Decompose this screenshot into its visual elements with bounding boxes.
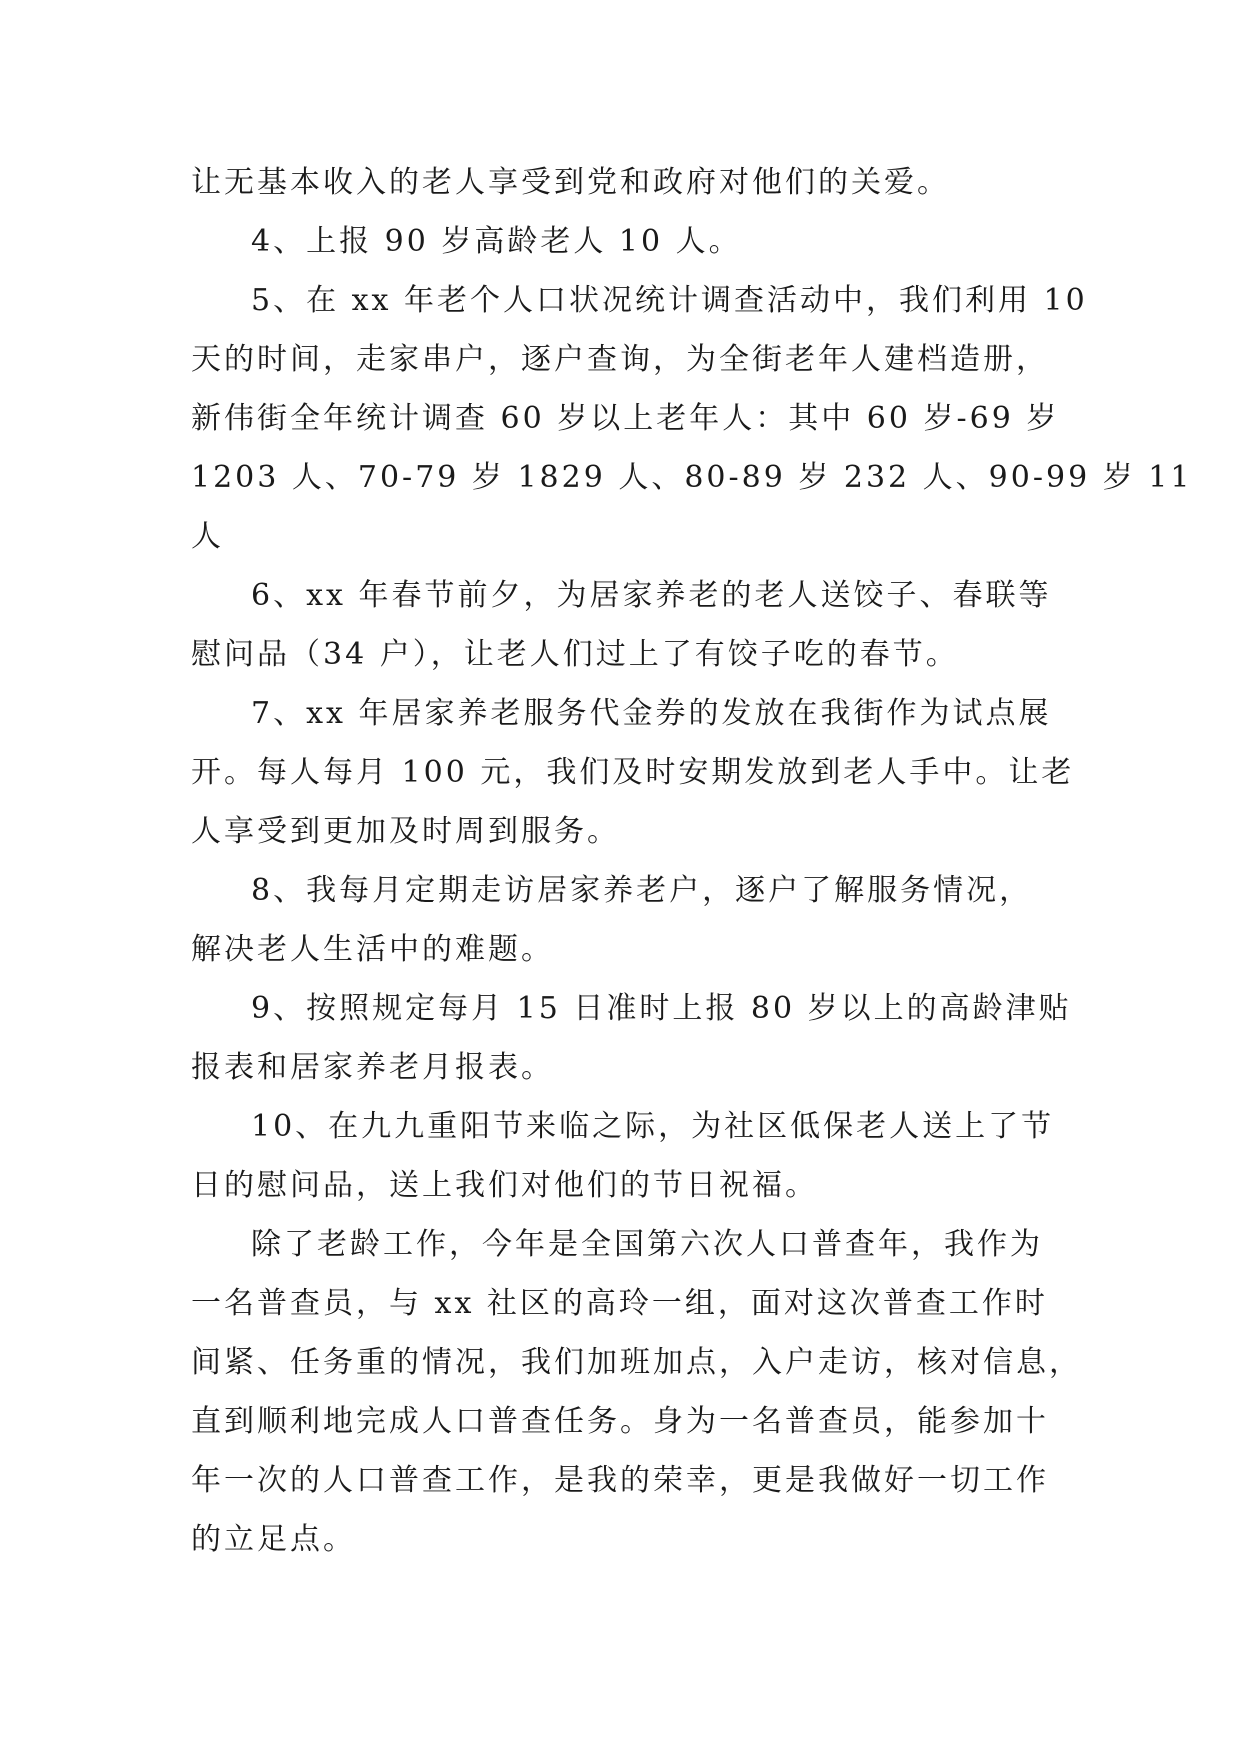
text-line: 6、xx 年春节前夕，为居家养老的老人送饺子、春联等: [251, 578, 1052, 613]
text-line: 直到顺利地完成人口普查任务。身为一名普查员，能参加十: [191, 1404, 1049, 1439]
text-line: 天的时间，走家串户，逐户查询，为全街老年人建档造册，: [191, 342, 1049, 377]
text-line: 7、xx 年居家养老服务代金券的发放在我街作为试点展: [251, 696, 1052, 731]
text-line: 人享受到更加及时周到服务。: [191, 814, 620, 849]
text-line: 除了老龄工作，今年是全国第六次人口普查年，我作为: [251, 1227, 1043, 1262]
text-line: 让无基本收入的老人享受到党和政府对他们的关爱。: [191, 165, 950, 200]
text-line: 的立足点。: [191, 1522, 356, 1557]
document-body: [191, 153, 1193, 1569]
text-line: 间紧、任务重的情况，我们加班加点，入户走访，核对信息，: [191, 1345, 1082, 1380]
text-line: 5、在 xx 年老个人口状况统计调查活动中，我们利用 10: [251, 283, 1088, 318]
text-line: 新伟街全年统计调查 60 岁以上老年人：其中 60 岁-69 岁: [191, 401, 1060, 436]
text-line: 人: [191, 519, 224, 554]
text-line: 10、在九九重阳节来临之际，为社区低保老人送上了节: [251, 1109, 1055, 1144]
text-line: 年一次的人口普查工作，是我的荣幸，更是我做好一切工作: [191, 1463, 1049, 1498]
text-line: 8、我每月定期走访居家养老户，逐户了解服务情况，: [251, 873, 1033, 908]
text-line: 报表和居家养老月报表。: [191, 1050, 554, 1085]
text-line: 1203 人、70-79 岁 1829 人、80-89 岁 232 人、90-99 岁 11: [191, 460, 1193, 495]
text-line: 日的慰问品，送上我们对他们的节日祝福。: [191, 1168, 818, 1203]
text-line: 开。每人每月 100 元，我们及时安期发放到老人手中。让老: [191, 755, 1075, 790]
text-line: 慰问品（34 户），让老人们过上了有饺子吃的春节。: [191, 637, 959, 672]
text-line: 4、上报 90 岁高龄老人 10 人。: [251, 224, 742, 259]
text-line: 9、按照规定每月 15 日准时上报 80 岁以上的高龄津贴: [251, 991, 1072, 1026]
text-line: 解决老人生活中的难题。: [191, 932, 554, 967]
text-line: 一名普查员，与 xx 社区的高玲一组，面对这次普查工作时: [191, 1286, 1048, 1321]
